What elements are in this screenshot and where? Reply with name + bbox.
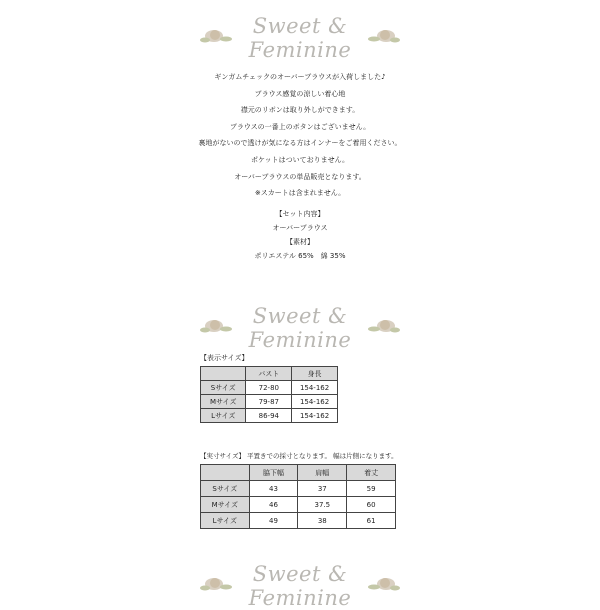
table-cell: 154-162 [292, 409, 338, 423]
size-label: Mサイズ [201, 395, 246, 409]
header-cell: 脇下幅 [249, 465, 298, 481]
size-label: Lサイズ [201, 409, 246, 423]
table-cell: 38 [298, 513, 347, 529]
display-size-table [200, 366, 338, 423]
banner-text: Sweet & Feminine [248, 562, 352, 610]
display-size-title: 【表示サイズ】 [200, 354, 249, 362]
size-label: Mサイズ [201, 497, 250, 513]
desc-line: ポケットはついておりません。 [250, 155, 350, 164]
table-cell: 154-162 [292, 381, 338, 395]
table-header-row [201, 367, 338, 381]
size-label: Sサイズ [201, 381, 246, 395]
brand-banner [200, 558, 400, 610]
table-cell: 72-80 [246, 381, 292, 395]
desc-line: 裏地がないので透けが気になる方はインナーをご着用ください。 [198, 139, 402, 148]
table-cell: 79-87 [246, 395, 292, 409]
size-label: Lサイズ [201, 513, 250, 529]
banner-text: Sweet & Feminine [248, 304, 352, 352]
table-row [201, 481, 396, 497]
table-row [201, 395, 338, 409]
table-cell: 154-162 [292, 395, 338, 409]
set-and-material [0, 210, 600, 261]
desc-line: ブラウス感覚の涼しい着心地 [254, 89, 346, 98]
actual-size-table [200, 464, 396, 529]
desc-line: オーバーブラウスの単品販売となります。 [234, 172, 366, 181]
table-cell: 60 [347, 497, 396, 513]
table-cell: 43 [249, 481, 298, 497]
banner-text: Sweet & Feminine [248, 14, 352, 62]
desc-line: 襟元のリボンは取り外しができます。 [240, 106, 360, 115]
set-heading: 【セット内容】 [275, 210, 325, 218]
brand-banner [200, 300, 400, 352]
header-cell: 着丈 [347, 465, 396, 481]
rose-right-icon [366, 310, 400, 336]
header-cell: 身長 [292, 367, 338, 381]
table-row [201, 381, 338, 395]
table-cell: 61 [347, 513, 396, 529]
table-cell: 46 [249, 497, 298, 513]
brand-banner [200, 10, 400, 62]
table-cell: 37.5 [298, 497, 347, 513]
material-text: ポリエステル 65% 綿 35% [254, 252, 346, 260]
material-heading: 【素材】 [286, 238, 314, 246]
table-row [201, 409, 338, 423]
rose-right-icon [366, 568, 400, 594]
table-cell: 37 [298, 481, 347, 497]
header-cell: バスト [246, 367, 292, 381]
product-description [0, 73, 600, 198]
desc-line: ギンガムチェックのオーバーブラウスが入荷しました♪ [214, 73, 386, 81]
size-label: Sサイズ [201, 481, 250, 497]
table-row [201, 513, 396, 529]
desc-line: ※スカートは含まれません。 [254, 189, 346, 198]
header-cell: 肩幅 [298, 465, 347, 481]
table-header-row [201, 465, 396, 481]
table-cell: 49 [249, 513, 298, 529]
actual-size-title: 【実寸サイズ】 平置きでの採寸となります。 幅は片側になります。 [200, 452, 398, 460]
rose-right-icon [366, 20, 400, 46]
header-cell [201, 465, 250, 481]
set-item: オーバーブラウス [272, 224, 328, 232]
desc-line: ブラウスの一番上のボタンはございません。 [229, 122, 371, 131]
header-cell [201, 367, 246, 381]
table-row [201, 497, 396, 513]
table-cell: 59 [347, 481, 396, 497]
table-cell: 86-94 [246, 409, 292, 423]
